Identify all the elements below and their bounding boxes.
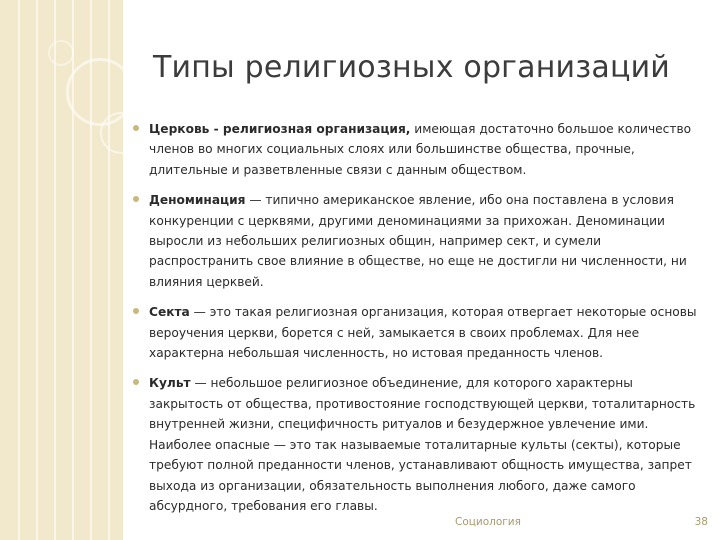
- bullet-icon: [133, 125, 139, 131]
- list-item-sect: [133, 302, 703, 363]
- list-item-church: [133, 119, 703, 180]
- bullet-list: [133, 119, 703, 526]
- bullet-icon: [133, 196, 139, 202]
- panel-stripe: [54, 0, 56, 540]
- item-text: — небольшое религиозное объединение, для которого характерны закрытость от общества, противостояние господствующей церкви, тоталитарность внутренней жизни, специфичность ритуалов и безудержное увлечение ими. Наиболее опасные — это так называемые тоталитарные культы (секты), которые требуют полной преданности членов, устанавливают общность имущества, запрет выхода из организации, обязательность выполнения любого, даже самого абсурдного, требования его главы.: [149, 376, 696, 513]
- panel-stripe: [36, 0, 38, 540]
- bullet-icon: [133, 308, 139, 314]
- item-text: — типично американское явление, ибо она поставлена в условия конкуренции с церквями, другими деноминациями за прихожан. Деноминации выросли из небольших религиозных общин, например сект, и сумели распространить свое влияние в обществе, но еще не достигли ни численности, ни влияния церквей.: [149, 193, 687, 289]
- item-term: Деноминация: [149, 193, 246, 208]
- slide-title: Типы религиозных организаций: [153, 50, 670, 85]
- page-number: 38: [694, 516, 708, 528]
- item-term: Секта: [149, 305, 190, 320]
- list-item-cult: [133, 373, 703, 516]
- item-text: имеющая достаточно большое количество членов во многих социальных слоях или большинстве общества, прочные, длительные и разветвленные связи с данным обществом.: [149, 122, 692, 177]
- item-term: Культ: [149, 376, 191, 391]
- bullet-icon: [133, 379, 139, 385]
- item-text: — это такая религиозная организация, которая отвергает некоторые основы вероучения церкви, борется с ней, замыкается в своих проблемах. Для нее характерна небольшая численность, но истовая преданность членов.: [149, 305, 697, 361]
- footer-label: Социология: [455, 516, 521, 528]
- decorative-circle: [48, 40, 74, 66]
- list-item-denomination: [133, 190, 703, 292]
- panel-stripe: [18, 0, 20, 540]
- decorative-side-panel: [0, 0, 123, 540]
- item-term: Церковь - религиозная организация,: [149, 122, 411, 136]
